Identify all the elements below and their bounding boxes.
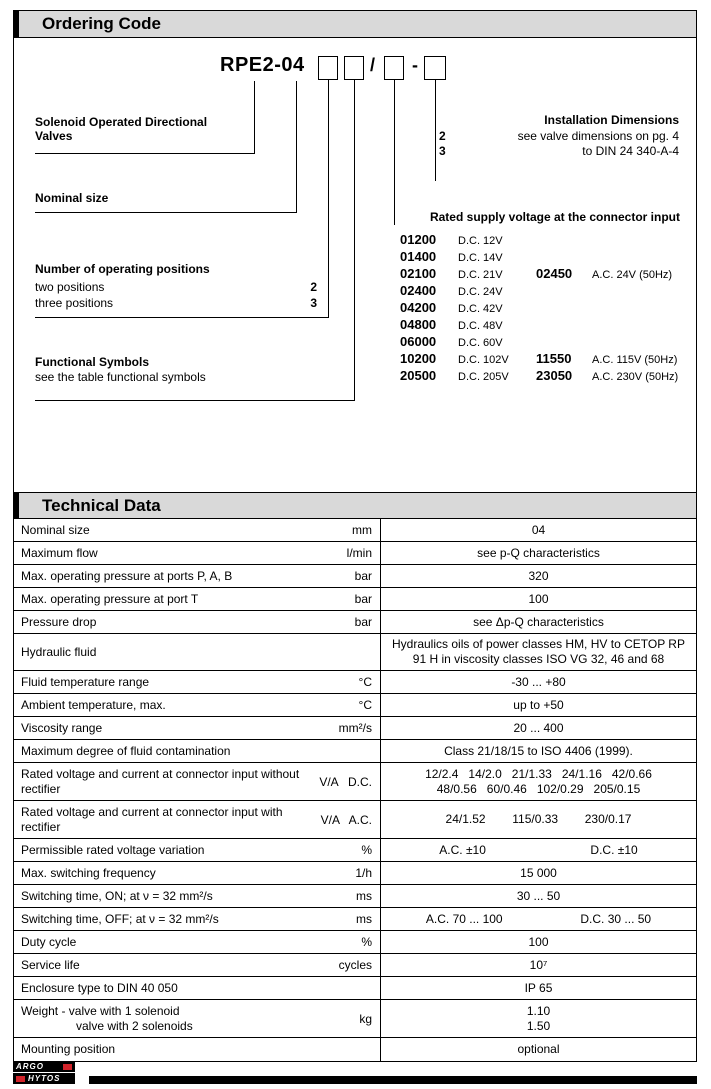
voltage-row bbox=[400, 317, 678, 334]
row-label: Weight - valve with 1 solenoid bbox=[21, 1003, 180, 1018]
logo-row-argo bbox=[13, 1061, 75, 1072]
row-label: Mounting position bbox=[21, 1042, 116, 1056]
voltage-code: 01200 bbox=[400, 232, 437, 247]
row-value-dc: D.C. 30 ... 50 bbox=[580, 911, 652, 926]
row-value-ac: A.C. ±10 bbox=[439, 842, 486, 857]
row-label: Hydraulic fluid bbox=[21, 644, 97, 659]
row-unit: ms bbox=[356, 889, 372, 903]
voltage-row bbox=[400, 300, 678, 317]
code-box-installation-dimensions bbox=[424, 56, 446, 80]
code-box-functional-symbol bbox=[344, 56, 364, 80]
voltage-row bbox=[400, 334, 678, 351]
row-unit bbox=[308, 634, 380, 670]
code-box-supply-voltage bbox=[384, 56, 404, 80]
voltage-row bbox=[400, 368, 678, 385]
row-value: see Δp-Q characteristics bbox=[473, 614, 604, 629]
positions-option-value: 2 bbox=[310, 280, 317, 294]
installation-option bbox=[439, 129, 679, 144]
voltage-desc-ac: A.C. 115V (50Hz) bbox=[592, 354, 678, 366]
logo-red-mark-icon bbox=[16, 1076, 25, 1082]
table-row-duty-cycle bbox=[14, 931, 696, 954]
positions-option-value: 3 bbox=[310, 296, 317, 310]
table-row-enclosure-type bbox=[14, 977, 696, 1000]
voltage-row bbox=[400, 283, 678, 300]
voltage-code-ac: 11550 bbox=[536, 351, 572, 366]
voltage-code-ac: 23050 bbox=[536, 368, 573, 383]
row-value: 1.10 bbox=[526, 1003, 551, 1018]
connector-line-nominal-h bbox=[35, 212, 297, 213]
positions-option bbox=[35, 279, 317, 295]
row-value: 100 bbox=[528, 591, 549, 606]
ordering-code-prefix: RPE2-04 bbox=[220, 54, 305, 76]
row-value: 320 bbox=[528, 568, 549, 583]
voltage-code: 06000 bbox=[400, 334, 437, 349]
voltage-row bbox=[400, 232, 678, 249]
voltage-desc: D.C. 12V bbox=[458, 235, 503, 247]
nominal-size-label: Nominal size bbox=[35, 191, 109, 205]
row-label: Rated voltage and current at connector input with rectifier bbox=[21, 804, 283, 834]
voltage-code-ac: 02450 bbox=[536, 266, 573, 281]
logo-text-argo: ARGO bbox=[16, 1062, 44, 1071]
voltage-row bbox=[400, 266, 678, 283]
table-row-viscosity-range bbox=[14, 717, 696, 740]
row-value: IP 65 bbox=[524, 980, 553, 995]
positions-option-label: two positions bbox=[35, 280, 105, 294]
row-value: Hydraulics oils of power classes HM, HV to CETOP RP 91 H in viscosity classes ISO VG 32, 46 and 68 bbox=[392, 637, 685, 666]
row-unit: bar bbox=[354, 592, 372, 606]
voltage-code: 04800 bbox=[400, 317, 437, 332]
row-label: Permissible rated voltage variation bbox=[21, 842, 205, 857]
table-row-nominal-size bbox=[14, 519, 696, 542]
voltage-code: 02100 bbox=[400, 266, 437, 281]
row-unit: mm bbox=[352, 523, 372, 537]
row-label: Ambient temperature, max. bbox=[21, 697, 166, 712]
row-unit: cycles bbox=[338, 958, 372, 972]
row-unit: l/min bbox=[346, 546, 372, 560]
row-label: Nominal size bbox=[21, 522, 90, 537]
argo-hytos-logo bbox=[13, 1061, 75, 1085]
functional-symbols-subtitle: see the table functional symbols bbox=[35, 370, 206, 384]
code-slash-separator: / bbox=[370, 55, 376, 75]
positions-option bbox=[35, 295, 317, 311]
voltage-desc: D.C. 24V bbox=[458, 286, 503, 298]
table-row-fluid-temperature bbox=[14, 671, 696, 694]
row-value-line2: 1.50 bbox=[526, 1018, 551, 1033]
code-box-operating-positions bbox=[318, 56, 338, 80]
voltage-desc: D.C. 205V bbox=[458, 371, 509, 383]
installation-dimensions-title: Installation Dimensions bbox=[544, 113, 679, 127]
table-row-switching-frequency bbox=[14, 862, 696, 885]
row-unit: V/A D.C. bbox=[319, 774, 372, 789]
row-label: Enclosure type to DIN 40 050 bbox=[21, 980, 178, 995]
connector-line-functional bbox=[354, 80, 355, 400]
row-label: Fluid temperature range bbox=[21, 674, 150, 689]
operating-positions-block bbox=[35, 262, 317, 311]
table-row-switching-time-on bbox=[14, 885, 696, 908]
voltage-code: 01400 bbox=[400, 249, 437, 264]
voltage-code: 04200 bbox=[400, 300, 437, 315]
voltage-code: 10200 bbox=[400, 351, 437, 366]
row-label: Rated voltage and current at connector input without rectifier bbox=[21, 766, 300, 796]
connector-line-voltage bbox=[394, 80, 395, 225]
table-row-contamination bbox=[14, 740, 696, 763]
table-row-service-life bbox=[14, 954, 696, 977]
row-value: 12/2.4 14/2.0 21/1.33 24/1.16 42/0.66 bbox=[425, 766, 652, 781]
row-value-line2: 48/0.56 60/0.46 102/0.29 205/0.15 bbox=[436, 781, 641, 796]
row-unit: ms bbox=[356, 912, 372, 926]
operating-positions-title: Number of operating positions bbox=[35, 262, 210, 276]
connector-line-installation bbox=[435, 80, 436, 181]
table-row-weight bbox=[14, 1000, 696, 1038]
row-value: 24/1.52 115/0.33 230/0.17 bbox=[445, 812, 632, 826]
row-unit: °C bbox=[358, 675, 372, 689]
installation-option-label: see valve dimensions on pg. 4 bbox=[517, 129, 679, 143]
row-value: up to +50 bbox=[513, 697, 564, 712]
connector-line-positions-h bbox=[35, 317, 329, 318]
connector-line-solenoid bbox=[254, 81, 255, 153]
row-unit: kg bbox=[359, 1011, 372, 1026]
row-label: Duty cycle bbox=[21, 934, 77, 949]
row-unit: % bbox=[361, 935, 372, 949]
row-value: 04 bbox=[531, 522, 546, 537]
connector-line-nominal-size bbox=[296, 81, 297, 212]
connector-line-positions bbox=[328, 80, 329, 317]
table-row-voltage-with-rectifier bbox=[14, 801, 696, 839]
footer-bar bbox=[89, 1076, 697, 1084]
datasheet-page bbox=[13, 10, 697, 1062]
logo-row-hytos bbox=[13, 1073, 75, 1084]
voltage-desc: D.C. 60V bbox=[458, 337, 503, 349]
table-row-hydraulic-fluid bbox=[14, 634, 696, 671]
row-label: Viscosity range bbox=[21, 720, 103, 735]
code-dash-separator: - bbox=[412, 55, 418, 75]
row-value: 20 ... 400 bbox=[513, 720, 564, 735]
row-unit: % bbox=[361, 843, 372, 857]
table-row-switching-time-off bbox=[14, 908, 696, 931]
table-row-pressure-drop bbox=[14, 611, 696, 634]
row-label: Service life bbox=[21, 957, 80, 972]
logo-text-hytos: HYTOS bbox=[28, 1074, 61, 1083]
row-value: optional bbox=[517, 1042, 560, 1056]
row-unit: °C bbox=[358, 698, 372, 712]
supply-voltage-title: Rated supply voltage at the connector input bbox=[429, 210, 680, 224]
positions-option-label: three positions bbox=[35, 296, 114, 310]
installation-option-value: 2 bbox=[439, 129, 446, 143]
table-row-voltage-without-rectifier bbox=[14, 763, 696, 801]
voltage-desc-ac: A.C. 230V (50Hz) bbox=[592, 371, 679, 383]
row-label: Maximum flow bbox=[21, 545, 98, 560]
voltage-desc: D.C. 21V bbox=[458, 269, 503, 281]
row-unit bbox=[308, 977, 380, 999]
row-unit: mm²/s bbox=[338, 721, 372, 735]
connector-line-solenoid-h bbox=[35, 153, 255, 154]
installation-option-value: 3 bbox=[439, 144, 446, 158]
installation-option-label: to DIN 24 340-A-4 bbox=[582, 144, 679, 158]
voltage-desc-ac: A.C. 24V (50Hz) bbox=[592, 269, 673, 281]
row-unit: bar bbox=[354, 615, 372, 629]
ordering-code-header bbox=[14, 11, 696, 38]
functional-symbols-block bbox=[35, 355, 265, 385]
row-label-line2: valve with 2 solenoids bbox=[76, 1018, 193, 1033]
installation-option bbox=[439, 144, 679, 159]
row-label: Pressure drop bbox=[21, 614, 97, 629]
connector-line-functional-h bbox=[35, 400, 355, 401]
technical-data-title: Technical Data bbox=[42, 495, 161, 515]
solenoid-valves-label: Solenoid Operated Directional Valves bbox=[35, 115, 208, 143]
voltage-desc: D.C. 42V bbox=[458, 303, 503, 315]
supply-voltage-list bbox=[400, 232, 678, 385]
row-value: Class 21/18/15 to ISO 4406 (1999). bbox=[444, 743, 633, 758]
row-value: -30 ... +80 bbox=[511, 674, 566, 689]
voltage-row bbox=[400, 351, 678, 368]
row-label: Max. operating pressure at ports P, A, B bbox=[21, 568, 233, 583]
row-unit bbox=[308, 1038, 380, 1061]
voltage-code: 20500 bbox=[400, 368, 437, 383]
ordering-code-diagram bbox=[14, 38, 696, 492]
voltage-desc: D.C. 102V bbox=[458, 354, 509, 366]
table-row-pressure-pab bbox=[14, 565, 696, 588]
row-value: 100 bbox=[528, 934, 549, 949]
technical-data-table bbox=[14, 519, 696, 1061]
technical-data-header bbox=[14, 492, 696, 519]
table-row-ambient-temperature bbox=[14, 694, 696, 717]
functional-symbols-title: Functional Symbols bbox=[35, 355, 150, 369]
voltage-desc: D.C. 48V bbox=[458, 320, 503, 332]
table-row-pressure-t bbox=[14, 588, 696, 611]
row-value: see p-Q characteristics bbox=[477, 545, 600, 560]
voltage-code: 02400 bbox=[400, 283, 437, 298]
row-unit: 1/h bbox=[355, 866, 372, 880]
logo-red-mark-icon bbox=[63, 1064, 72, 1070]
table-row-mounting-position bbox=[14, 1038, 696, 1061]
voltage-row bbox=[400, 249, 678, 266]
table-row-voltage-variation bbox=[14, 839, 696, 862]
row-unit bbox=[308, 740, 380, 762]
row-label: Switching time, OFF; at ν = 32 mm²/s bbox=[21, 911, 219, 926]
row-value: 10⁷ bbox=[529, 957, 548, 972]
ordering-code-title: Ordering Code bbox=[42, 14, 162, 33]
row-label: Max. operating pressure at port T bbox=[21, 591, 199, 606]
table-row-maximum-flow bbox=[14, 542, 696, 565]
row-label: Max. switching frequency bbox=[21, 865, 156, 880]
row-unit: V/A A.C. bbox=[320, 812, 372, 827]
page-footer bbox=[13, 1061, 697, 1085]
row-value: 15 000 bbox=[520, 865, 557, 880]
row-label: Maximum degree of fluid contamination bbox=[21, 743, 231, 758]
row-label: Switching time, ON; at ν = 32 mm²/s bbox=[21, 888, 213, 903]
voltage-desc: D.C. 14V bbox=[458, 252, 503, 264]
row-value-dc: D.C. ±10 bbox=[590, 842, 638, 857]
installation-dimensions-block bbox=[439, 113, 679, 159]
row-value: 30 ... 50 bbox=[516, 888, 561, 903]
row-unit: bar bbox=[354, 569, 372, 583]
row-value-ac: A.C. 70 ... 100 bbox=[425, 911, 503, 926]
